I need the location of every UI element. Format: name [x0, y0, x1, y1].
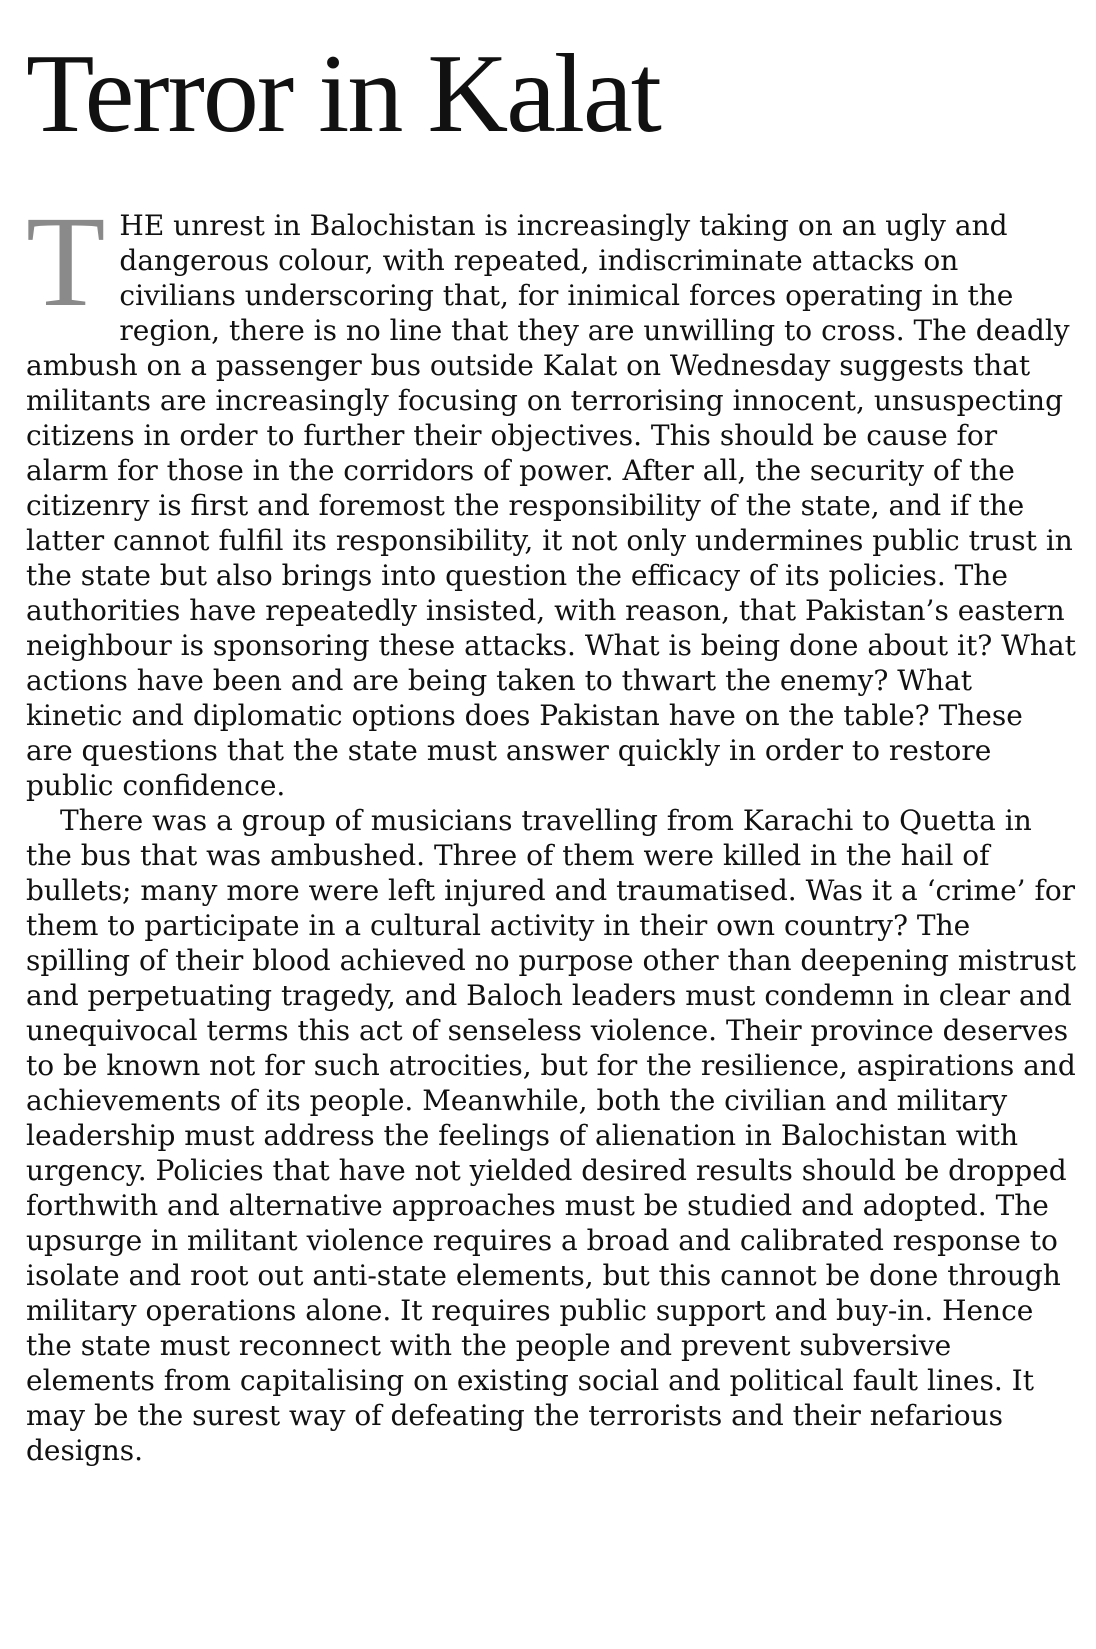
paragraph-1 [26, 190, 1076, 803]
paragraph-2: There was a group of musicians travelling from Karachi to Quetta in the bus that was ambushed. Three of them were killed in the hail of bullets; many more were left injured and traumatised. Was it a ‘crime’ for them to participate in a cultural activity in their own country? The spilling of their blood achieved no purpose other than deepening mistrust and perpetuating tragedy, and Baloch leaders must condemn in clear and unequivocal terms this act of senseless violence. Their province deserves to be known not for such atrocities, but for the resilience, aspirations and achievements of its people. Meanwhile, both the civilian and military leadership must address the feelings of alienation in Balochistan with urgency. Policies that have not yielded desired results should be dropped forthwith and alternative approaches must be studied and adopted. The upsurge in militant violence requires a broad and calibrated response to isolate and root out anti-state elements, but this cannot be done through military operations alone. It requires public support and buy-in. Hence the state must reconnect with the people and prevent subversive elements from capitalising on existing social and political fault lines. It may be the surest way of defeating the terrorists and their nefarious designs. [26, 804, 1076, 1467]
paragraph-1-text: HE unrest in Balochistan is increasingly taking on an ugly and dangerous colour, with repeated, indiscriminate attacks on civilians underscoring that, for inimical forces operating in the region, there is no line that they are unwilling to cross. The deadly ambush on a passenger bus outside Kalat on Wednesday suggests that militants are increasingly focusing on terrorising innocent, unsuspecting citizens in order to further their objectives. This should be cause for alarm for those in the corridors of power. After all, the security of the citizenry is first and foremost the responsibility of the state, and if the latter cannot fulfil its responsibility, it not only undermines public trust in the state but also brings into question the efficacy of its policies. The authorities have repeatedly insisted, with reason, that Pakistan’s eastern neighbour is sponsoring these attacks. What is being done about it? What actions have been and are being taken to thwart the enemy? What kinetic and diplomatic options does Pakistan have on the table? These are questions that the state must answer quickly in order to restore public confidence. [26, 209, 1076, 802]
editorial-page [26, 30, 1076, 1468]
drop-cap: T [26, 190, 106, 334]
headline: Terror in Kalat [26, 32, 660, 156]
article-body [26, 190, 1076, 1468]
